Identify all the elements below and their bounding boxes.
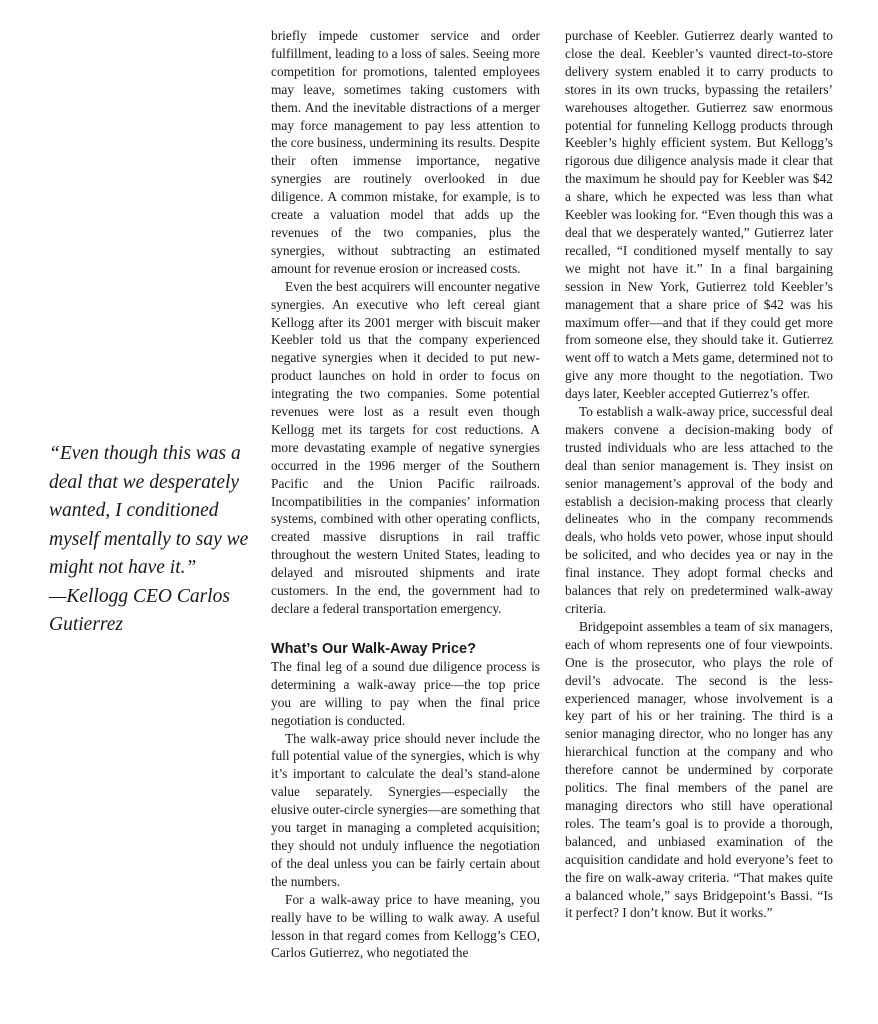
paragraph: Even the best acquirers will encounter negative synergies. An executive who left cereal giant Kellogg after its 2001 merger with biscuit maker Keebler told us that the company experienced negative synergies when it decided to put new-product launches on hold in order to focus on integrating the two companies. Some potential revenues were lost as a result even though Kellogg met its targets for cost reductions. A more devastating example of negative synergies occurred in the 1996 merger of the Southern Pacific and the Union Pacific railroads. Incompatibilities in the companies’ information systems, combined with other operating conflicts, created massive disruptions in rail traffic throughout the western United States, leading to delayed and misrouted shipments and irate customers. In the end, the government had to declare a federal transportation emergency. (271, 278, 540, 616)
paragraph: To establish a walk-away price, successful deal makers convene a decision-making body of trusted individuals who are less attached to the deal than senior management is. They insist on senior management’s approval of the body and establish a decision-making process that clearly delineates who in the company recommends deals, who holds veto power, whose input should be solicited, and who decides yea or nay in the final instance. They adopt formal checks and balances that rely on predetermined walk-away criteria. (565, 404, 833, 616)
pull-quote-text: “Even though this was a deal that we desperately wanted, I conditioned myself mentally to say we might not have it.” (49, 443, 249, 578)
paragraph: Bridgepoint assembles a team of six managers, each of whom represents one of four viewpoints. One is the prosecutor, who plays the role of devil’s advocate. The second is the less-experienced manager, whose involvement is a key part of his or her training. The third is a senior managing director, who no longer has any hierarchical function at the company and who therefore cannot be undermined by corporate politics. The final members of the panel are managing directors who still have operational roles. The team’s goal is to provide a thorough, balanced, and unbiased examination of the acquisition candidate and hold everyone’s feet to the fire on walk-away criteria. “That makes quite a balanced whole,” says Bridgepoint’s Bassi. “Is it perfect? I don’t know. But it works.” (565, 618, 833, 921)
article-column-2 (565, 27, 833, 922)
paragraph: purchase of Keebler. Gutierrez dearly wanted to close the deal. Keebler’s vaunted direct-to-store delivery system enabled it to carry products to stores in its own trucks, bypassing the retailers’ warehouses altogether. Gutierrez saw enormous potential for funneling Kellogg products through Keebler’s highly efficient system. But Kellogg’s rigorous due diligence analysis made it clear that the maximum he should pay for Keebler was $42 a share, which he expected was less than what Keebler was looking for. “Even though this was a deal that we desperately wanted,” Gutierrez later recalled, “I conditioned myself mentally to say we might not have it.” In a final bargaining session in New York, Gutierrez told Keebler’s management that a share price of $42 was his maximum offer—and that if they could get more from someone else, they should take it. Gutierrez went off to watch a Mets game, determined not to give any more thought to the negotiation. Two days later, Keebler accepted Gutierrez’s offer. (565, 28, 833, 402)
article-column-1 (271, 27, 540, 962)
pull-quote (49, 440, 249, 640)
pull-quote-attribution: —Kellogg CEO Carlos Gutierrez (49, 585, 230, 635)
paragraph: For a walk-away price to have meaning, you really have to be willing to walk away. A useful lesson in that regard comes from Kellogg’s CEO, Carlos Gutierrez, who negotiated the (271, 891, 540, 961)
paragraph: The walk-away price should never include the full potential value of the synergies, which is why it’s important to calculate the deal’s stand-alone value separately. Synergies—especially the elusive outer-circle synergies—are something that you target in managing a completed acquisition; they should not unduly influence the negotiation of the deal unless you can be fairly certain about the numbers. (271, 730, 540, 889)
paragraph: briefly impede customer service and order fulfillment, leading to a loss of sales. Seeing more competition for promotions, talented employees may leave, sometimes taking customers with them. And the inevitable distractions of a merger may force management to pay less attention to the core business, undermining its results. Despite their often immense importance, negative synergies are routinely overlooked in due diligence. A common mistake, for example, is to create a valuation model that adds up the revenues of the two companies, plus the synergies, without subtracting an estimated amount for revenue erosion or increased costs. (271, 28, 540, 276)
section-heading: What’s Our Walk-Away Price? (271, 640, 476, 657)
paragraph: The final leg of a sound due diligence process is determining a walk-away price—the top price you are willing to pay when the final price negotiation is conducted. (271, 658, 540, 728)
